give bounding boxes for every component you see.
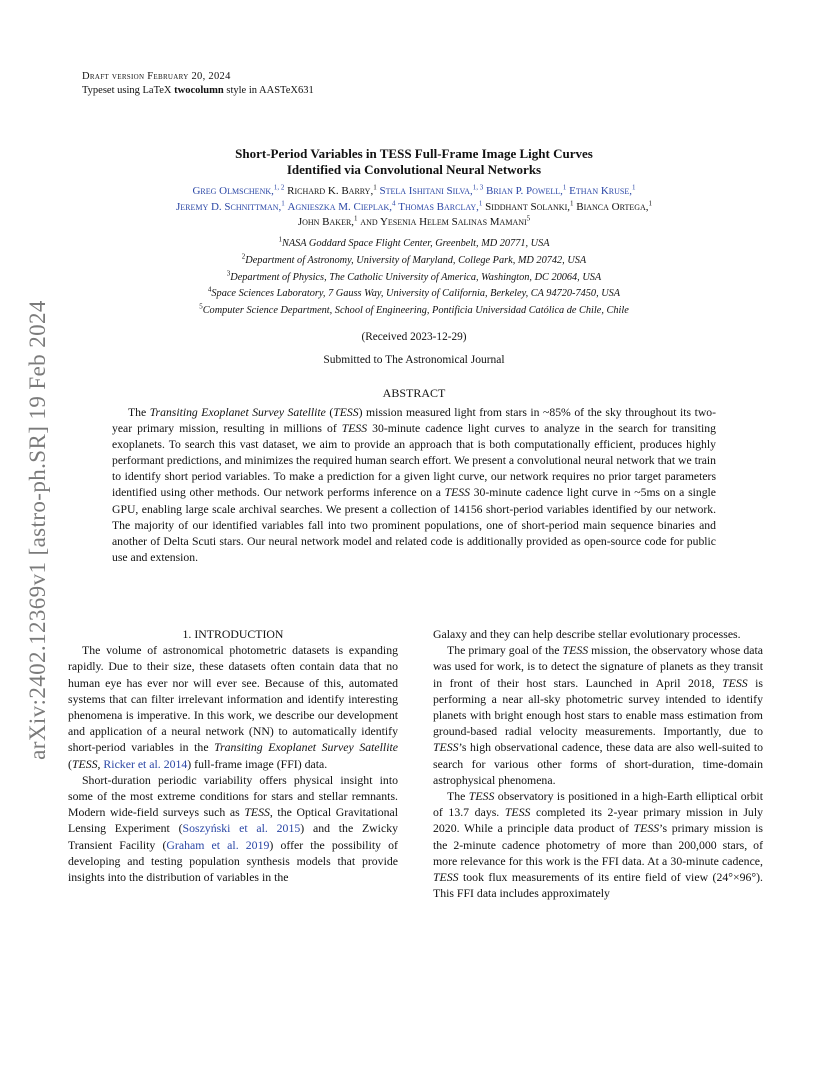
paper-title: Short-Period Variables in TESS Full-Frame Image Light Curves Identified via Convolutional Neural Networks: [235, 146, 593, 177]
citation-link[interactable]: Graham et al. 2019: [166, 837, 270, 852]
abstract-heading: ABSTRACT: [382, 386, 446, 400]
submitted-journal: Submitted to The Astronomical Journal: [323, 354, 505, 366]
arxiv-stamp[interactable]: arXiv:2402.12369v1 [astro-ph.SR] 19 Feb 2024: [25, 300, 50, 760]
received-date: (Received 2023-12-29): [361, 331, 467, 343]
abstract-text: The Transiting Exoplanet Survey Satellite (TESS) mission measured light from stars in ~85% of the sky throughout its two-year primary mission, resulting in millions of TESS 30-minute cadence light curves to analyze in the search for transiting exoplanets. To search this vast dataset, we aim to provide an approach that is both computationally efficient, produces highly performant predictions, and minimizes the required human search effort. We present a convolutional neural network that we train to identify short period variables. To make a prediction for a given light curve, our network requires no prior target parameters identified using other methods. Our network performs inference on a TESS 30-minute cadence light curve in ~5ms on a single GPU, enabling large scale archival searches. We present a collection of 14156 short-period variables identified by our network. The majority of our identified variables fall into two prominent populations, one of short-period main sequence binaries and another of Delta Scuti stars. Our neural network model and related code is additionally provided as open-source code for public use and extension.: [112, 406, 716, 564]
right-column: [433, 626, 763, 901]
latex-logo: LaTeX: [142, 85, 172, 96]
affiliations: [70, 236, 758, 320]
preamble: [82, 70, 314, 98]
left-column: [68, 626, 398, 885]
citation-link[interactable]: Soszyński et al. 2015: [182, 821, 301, 836]
typeset-line: Typeset using LaTeX twocolumn style in AASTeX631: [82, 85, 314, 96]
author-salinas-mamani: and Yesenia Helem Salinas Mamani$^5$: [360, 214, 531, 228]
paragraph: The volume of astronomical photometric datasets is expanding rapidly. Due to their size, these datasets often contain data that no human eye has ever nor will ever see. Because of this, automated systems that can filter irrelevant information and identify interesting phenomena is imperative. In this work, we describe our development and application of a neural network (NN) to automatically identify short-period variables in the Transiting Exoplanet Survey Satellite (TESS, Ricker et al. 2014) full-frame image (FFI) data.: [68, 643, 398, 771]
author-barry: Richard K. Barry,$^1$: [287, 183, 377, 197]
author-baker: John Baker,$^1$: [297, 214, 358, 228]
affiliation: $^1$NASA Goddard Space Flight Center, Greenbelt, MD 20771, USA: [278, 235, 550, 249]
author-kruse[interactable]: Ethan Kruse,$^1$: [569, 183, 636, 197]
section-heading-introduction: 1. INTRODUCTION: [182, 627, 284, 641]
author-olmschenk[interactable]: Greg Olmschenk,$^{1, 2}$: [192, 183, 285, 197]
draft-version: Draft version February 20, 2024: [82, 71, 231, 82]
author-silva[interactable]: Stela Ishitani Silva,$^{1, 3}$: [379, 183, 484, 197]
author-list: [70, 184, 758, 231]
citation-link[interactable]: Ricker et al. 2014: [103, 756, 188, 771]
affiliation: $^3$Department of Physics, The Catholic University of America, Washington, DC 20064, USA: [226, 269, 602, 283]
author-cieplak[interactable]: Agnieszka M. Cieplak,$^4$: [287, 198, 396, 213]
author-powell[interactable]: Brian P. Powell,$^1$: [486, 183, 567, 197]
author-barclay[interactable]: Thomas Barclay,$^1$: [398, 198, 483, 213]
affiliation: $^5$Computer Science Department, School of Engineering, Pontificia Universidad Católica de Chile, Chile: [199, 302, 629, 317]
paragraph: Galaxy and they can help describe stellar evolutionary processes.: [433, 627, 741, 641]
paragraph: Short-duration periodic variability offers physical insight into some of the most extreme conditions for stars and stellar remnants. Modern wide-field surveys such as TESS, the Optical Gravitational Lensing Experiment (Soszyński et al. 2015) and the Zwicky Transient Facility (Graham et al. 2019) offer the possibility of developing and testing population synthesis models that provide insights into the distribution of variables in the: [68, 772, 399, 885]
affiliation: $^2$Department of Astronomy, University of Maryland, College Park, MD 20742, USA: [241, 252, 587, 266]
paragraph: The TESS observatory is positioned in a high-Earth elliptical orbit of 13.7 days. TESS completed its 2-year primary mission in July 2020. While a principle data product of TESS’s primary mission is the 2-minute cadence photometry of more than 200,000 stars, of more relevance for this work is the FFI data. At a 30-minute cadence, TESS took flux measurements of its entire field of view (24°×96°). This FFI data includes approximately: [433, 789, 763, 901]
paragraph: The primary goal of the TESS mission, the observatory whose data was used for work, is to detect the signature of planets as they transit in front of their host stars. Launched in April 2018, TESS is performing a near all-sky photometric survey intended to identify planets with bright enough host stars to enable mass estimation from ground-based radial velocity measurements. Importantly, due to TESS’s high observational cadence, these data are also well-suited to search for various other forms of short-duration, time-domain astrophysical phenomena.: [433, 643, 763, 787]
author-solanki: Siddhant Solanki,$^1$: [485, 198, 574, 213]
author-ortega: Bianca Ortega,$^1$: [576, 198, 653, 213]
author-schnittman[interactable]: Jeremy D. Schnittman,$^1$: [175, 198, 285, 213]
affiliation: $^4$Space Sciences Laboratory, 7 Gauss Way, University of California, Berkeley, CA 94720-7450, USA: [207, 285, 621, 300]
